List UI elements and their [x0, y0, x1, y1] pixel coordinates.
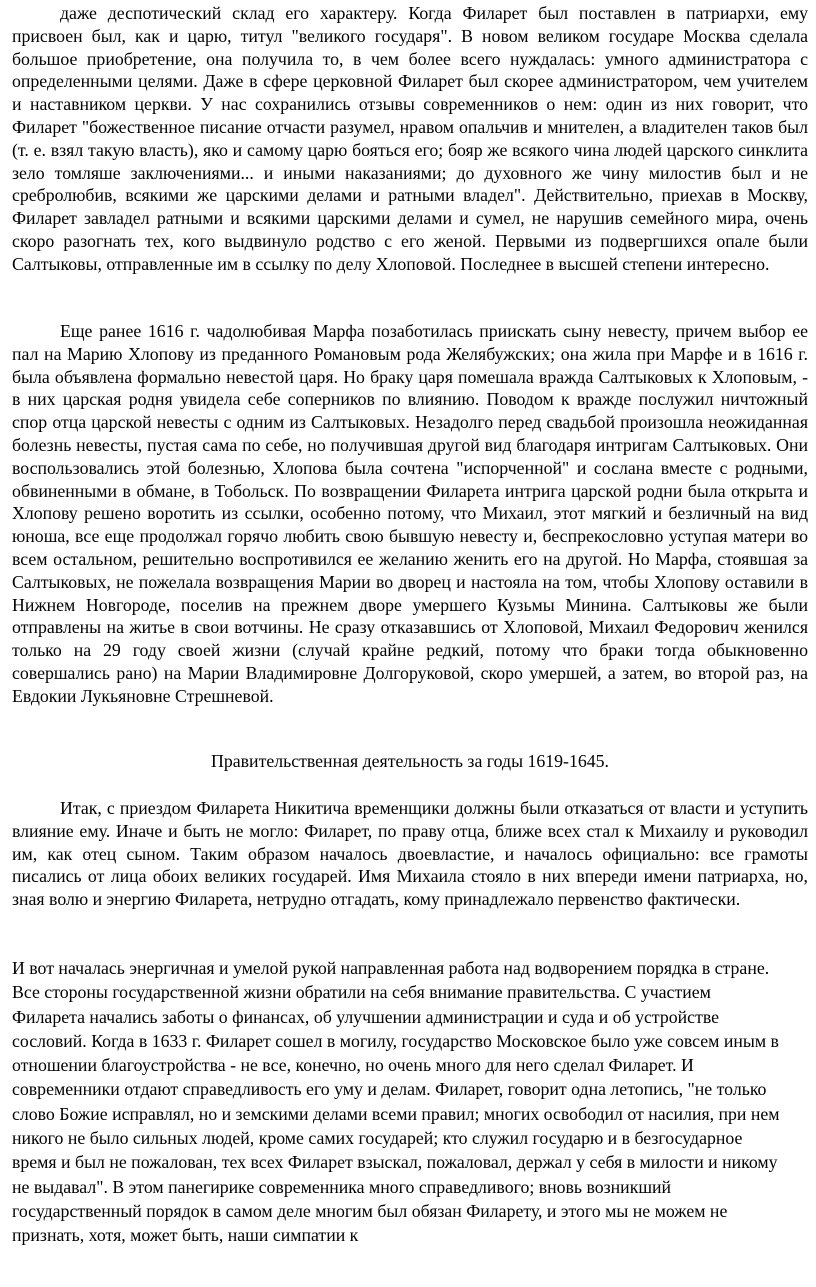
paragraph-reforms: И вот началась энергичная и умелой рукой направленная работа над водворением порядка в стране. Все стороны государственной жизни обратили на себя внимание правительства. С участием Филарета начались заботы о финансах, об улучшении администрации и суда и об устройстве сословий. Когда в 1633 г. Филарет сошел в могилу, государство Московское было уже совсем иным в отношении благоустройства - не все, конечно, но очень много для него сделал Филарет. И современники отдают справедливость его уму и делам. Филарет, говорит одна летопись, "не только слово Божие исправлял, но и земскими делами всеми правил; многих освободил от насилия, при нем никого не было сильных людей, кроме самих государей; кто служил государю и в безгосударное время и был не пожалован, тех всех Филарет взыскал, пожаловал, держал у себя в милости и никому не выдавал". В этом панегирике современника много справедливого; вновь возникший государственный порядок в самом деле многим был обязан Филарету, и этого мы не можем не признать, хотя, может быть, наши симпатии к [12, 958, 780, 1246]
section-heading: Правительственная деятельность за годы 1619-1645. [211, 751, 609, 771]
paragraph-dual-power: Итак, с приездом Филарета Никитича временщики должны были отказаться от власти и уступить влияние ему. Иначе и быть не могло: Филарет, по праву отца, ближе всех стал к Михаилу и руководил им, как отец сыном. Таким образом началось двоевластие, и началось официально: все грамоты писались от лица обоих великих государей. Имя Михаила стояло в них впереди имени патриарха, но, зная волю и энергию Филарета, нетрудно отгадать, кому принадлежало первенство фактически. [12, 798, 808, 910]
paragraph-filaret-character: даже деспотический склад его характеру. Когда Филарет был поставлен в патриархи, ему присвоен был, как и царю, титул "великого государя". В новом великом государе Москва сделала большое приобретение, она получила то, в чем более всего нуждалась: умного администратора с определенными целями. Даже в сфере церковной Филарет был скорее администратором, чем учителем и наставником церкви. У нас сохранились отзывы современников о нем: один из них говорит, что Филарет "божественное писание отчасти разумел, нравом опальчив и мнителен, а владителен таков был (т. е. взял такую власть), яко и самому царю бояться его; бояр же всякого чина людей царского синклита зело томляше заключениями... и иными наказаниями; до духовного же чину милостив был и не сребролюбив, всякими же царскими делами и ратными владел". Действительно, приехав в Москву, Филарет завладел ратными и всякими царскими делами и сумел, не нарушив семейного мира, очень скоро разогнать тех, кого выдвинуло родство с его женой. Первыми из подвергшихся опале были Салтыковы, отправленные им в ссылку по делу Хлоповой. Последнее в высшей степени интересно. [12, 3, 808, 274]
paragraph-khlopova-story: Еще ранее 1616 г. чадолюбивая Марфа позаботилась приискать сыну невесту, причем выбор ее пал на Марию Хлопову из преданного Романовым рода Желябужских; она жила при Марфе и в 1616 г. была объявлена формально невестой царя. Но браку царя помешала вражда Салтыковых к Хлоповым, - в них царская родня увидела себе соперников по влиянию. Поводом к вражде послужил ничтожный спор отца царской невесты с одним из Салтыковых. Незадолго перед свадьбой произошла неожиданная болезнь невесты, пустая сама по себе, но получившая другой вид благодаря интригам Салтыковых. Они воспользовались этой болезнью, Хлопова была сочтена "испорченной" и сослана вместе с родными, обвиненными в обмане, в Тобольск. По возвращении Филарета интрига царской родни была открыта и Хлопову решено воротить из ссылки, особенно потому, что Михаил, этот мягкий и безличный на вид юноша, все еще продолжал горячо любить свою бывшую невесту и, беспрекословно уступая матери во всем остальном, решительно воспротивился ее желанию женить его на другой. Но Марфа, стоявшая за Салтыковых, не пожелала возвращения Марии во дворец и настояла на том, чтобы Хлопову оставили в Нижнем Новгороде, поселив на прежнем дворе умершего Кузьмы Минина. Салтыковы же были отправлены на житье в свои вотчины. Не сразу отказавшись от Хлоповой, Михаил Федорович женился только на 29 году своей жизни (случай крайне редкий, потому что браки тогда обыкновенно совершались рано) на Марии Владимировне Долгоруковой, скоро умершей, а затем, во второй раз, на Евдокии Лукьяновне Стрешневой. [12, 321, 808, 706]
